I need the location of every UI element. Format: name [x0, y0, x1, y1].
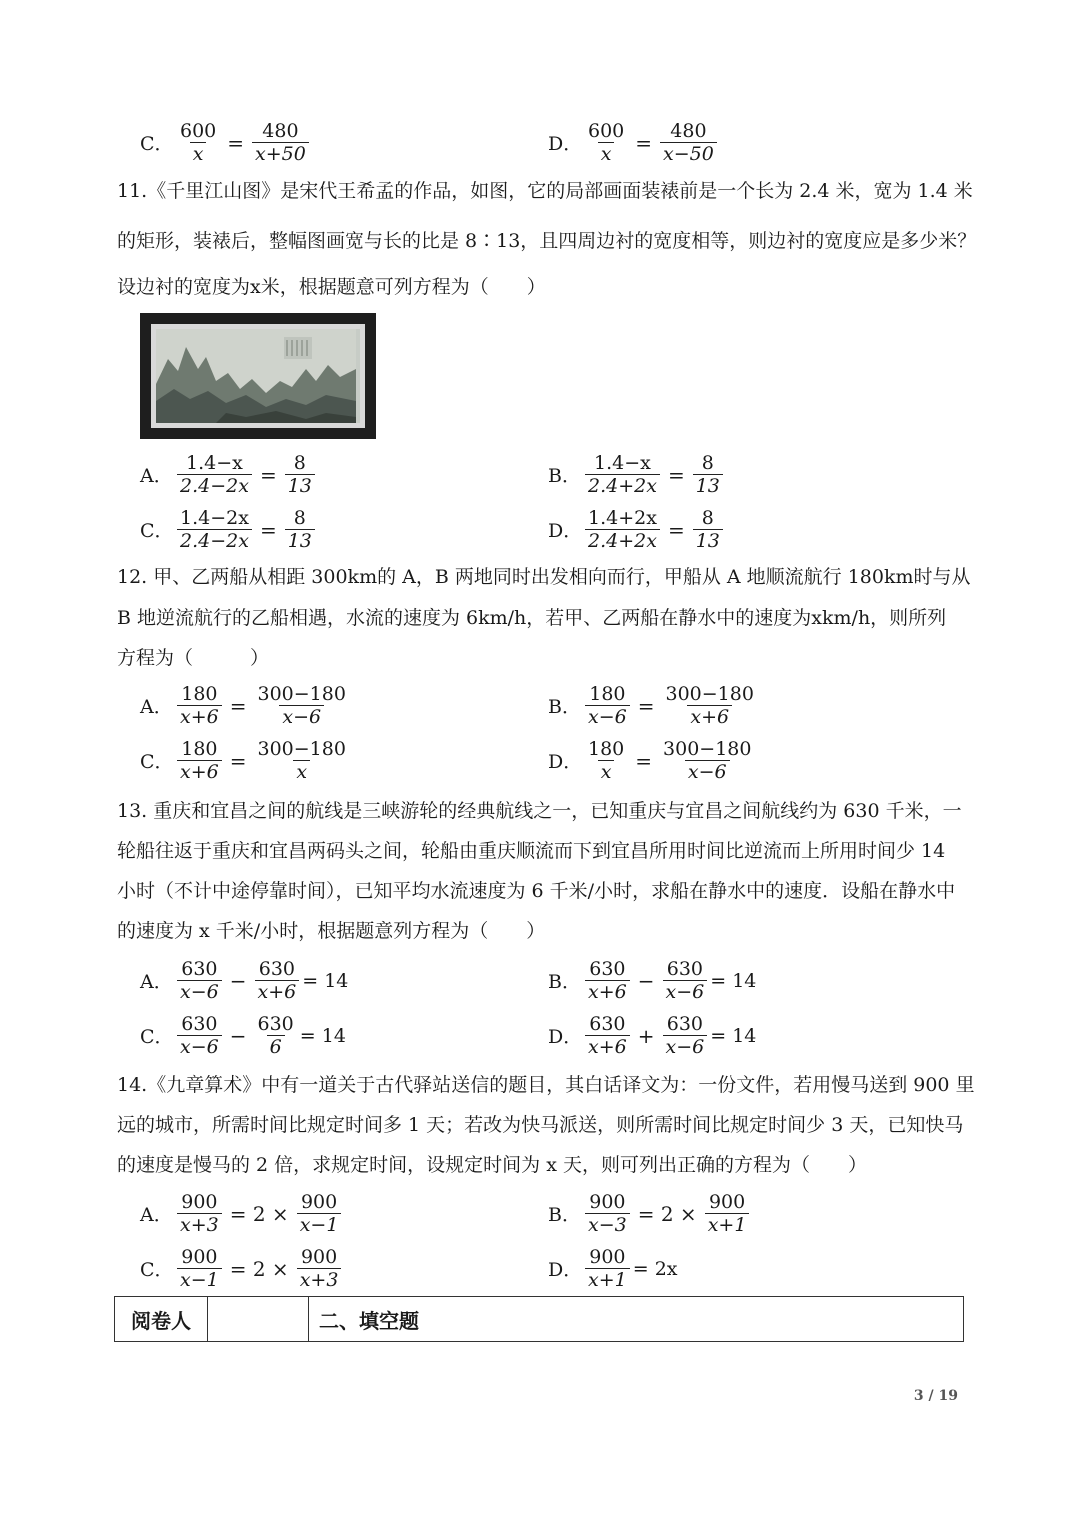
fraction: [705, 1191, 750, 1236]
fraction-numerator: 900: [300, 1191, 338, 1213]
fraction-numerator: 180: [589, 683, 626, 705]
equation: [582, 1246, 678, 1291]
fraction-denominator: 2.4+2x: [585, 474, 660, 497]
fraction: [585, 1246, 630, 1291]
fraction: [585, 507, 660, 552]
section-title: 二、填空题: [319, 1308, 419, 1333]
fraction-denominator: x+3: [177, 1213, 222, 1236]
q14-text-line1: 14.《九章算术》中有一道关于古代驿站送信的题目，其白话译文为：一份文件，若用慢马送到 900 里: [117, 1074, 975, 1096]
option-label: B．: [548, 465, 581, 487]
fraction-denominator: x−6: [663, 1035, 708, 1058]
q12-option: [548, 683, 760, 728]
equation: [582, 958, 756, 1003]
q12-option: [548, 738, 757, 783]
option-label: B．: [548, 971, 581, 993]
equation: [582, 507, 726, 552]
fraction-numerator: 180: [588, 738, 625, 760]
option-label: B．: [548, 696, 581, 718]
fraction: [255, 958, 300, 1003]
equation: [582, 1191, 752, 1236]
right-hand-side: = 14: [710, 1024, 757, 1047]
fraction-denominator: x+3: [297, 1268, 342, 1291]
fraction: [255, 683, 349, 728]
equals-sign: =: [259, 517, 277, 542]
equals-sign: =: [229, 693, 247, 718]
fraction: [585, 738, 627, 783]
operator: = 2 ×: [229, 1201, 289, 1226]
landscape-painting-image: [140, 313, 376, 439]
fraction: [585, 452, 660, 497]
fraction-numerator: 300−180: [257, 683, 346, 705]
fraction-numerator: 300−180: [665, 683, 754, 705]
equation: [582, 452, 726, 497]
fraction: [693, 452, 723, 497]
equation: [174, 1013, 346, 1058]
fraction-denominator: x: [293, 760, 310, 783]
fraction-numerator: 900: [181, 1246, 218, 1268]
fraction-numerator: 630: [181, 958, 218, 980]
fraction: [663, 958, 708, 1003]
operator: −: [229, 1023, 247, 1048]
fraction: [693, 507, 723, 552]
q12-option: [140, 683, 352, 728]
right-hand-side: = 2x: [632, 1257, 678, 1280]
fraction: [663, 1013, 708, 1058]
fraction-numerator: 630: [666, 958, 703, 980]
q12-option: [140, 738, 352, 783]
fraction-numerator: 1.4+2x: [588, 507, 657, 529]
option-label: C．: [140, 1259, 174, 1281]
option-label: D．: [548, 751, 583, 773]
equation: [174, 507, 318, 552]
equals-sign: =: [259, 462, 277, 487]
q11-text-line1: 11.《千里江山图》是宋代王希孟的作品，如图，它的局部画面装裱前是一个长为 2.4 米，宽为 1.4 米: [117, 180, 973, 202]
fraction-denominator: x−6: [177, 980, 222, 1003]
fraction: [177, 507, 252, 552]
fraction-numerator: 630: [666, 1013, 703, 1035]
equation: [582, 683, 760, 728]
operator: +: [637, 1023, 655, 1048]
q11-option: [140, 507, 318, 552]
option-label: A．: [140, 1204, 173, 1226]
fraction-denominator: 6: [267, 1035, 285, 1058]
operator: −: [229, 968, 247, 993]
q12-text-line3: 方程为（ ）: [117, 647, 270, 669]
fraction: [255, 1013, 297, 1058]
fraction-denominator: x: [598, 760, 615, 783]
q11-text-line3: 设边衬的宽度为x米，根据题意可列方程为（ ）: [117, 276, 546, 298]
fraction-denominator: x−6: [585, 705, 630, 728]
equals-sign: =: [637, 693, 655, 718]
fraction: [177, 1191, 222, 1236]
fraction: [177, 958, 222, 1003]
equals-sign: =: [667, 517, 685, 542]
q14-option: [548, 1246, 678, 1291]
fraction-denominator: x+6: [687, 705, 732, 728]
fraction-denominator: 13: [285, 529, 315, 552]
operator: = 2 ×: [637, 1201, 697, 1226]
fraction-denominator: x−6: [177, 1035, 222, 1058]
equation: [582, 1013, 756, 1058]
equation: [174, 1246, 344, 1291]
fraction: [660, 738, 754, 783]
score-cell: [208, 1297, 309, 1341]
option-label: B．: [548, 1204, 581, 1226]
fraction: [177, 1246, 222, 1291]
fraction: [177, 452, 252, 497]
q10-option-d: D． $\frac{600}{x}$ = $\frac{480}{x-50}$: [548, 120, 720, 165]
fraction: [177, 738, 222, 783]
option-label: A．: [140, 971, 173, 993]
option-label: D．: [548, 520, 583, 542]
fraction-numerator: 1.4−x: [594, 452, 651, 474]
q11-text-line2: 的矩形，装裱后，整幅图画宽与长的比是 8∶13，且四周边衬的宽度相等，则边衬的宽度应是多少米？: [117, 230, 977, 252]
option-label: A．: [140, 696, 173, 718]
right-hand-side: = 14: [710, 969, 757, 992]
q14-text-line3: 的速度是慢马的 2 倍，求规定时间，设规定时间为 x 天，则可列出正确的方程为（ ）: [117, 1154, 867, 1176]
fraction: [585, 683, 630, 728]
fraction-numerator: 630: [589, 1013, 626, 1035]
fraction-denominator: x−6: [685, 760, 730, 783]
fraction: [585, 1191, 630, 1236]
fraction-numerator: 8: [701, 507, 714, 529]
equation: [174, 1191, 344, 1236]
fraction-denominator: x−3: [585, 1213, 630, 1236]
fraction-numerator: 900: [708, 1191, 746, 1213]
fraction-denominator: x+1: [585, 1268, 630, 1291]
equation: [174, 738, 352, 783]
fraction-denominator: 2.4+2x: [585, 529, 660, 552]
operator: = 2 ×: [229, 1256, 289, 1281]
fraction: [297, 1246, 342, 1291]
fraction-numerator: 300−180: [663, 738, 752, 760]
fraction-numerator: 8: [293, 452, 306, 474]
right-hand-side: = 14: [299, 1024, 346, 1047]
option-label: C．: [140, 751, 174, 773]
fraction-denominator: x+6: [177, 705, 222, 728]
right-hand-side: = 14: [302, 969, 349, 992]
q11-option: [548, 507, 726, 552]
fraction: [585, 1013, 630, 1058]
q13-option: [548, 1013, 756, 1058]
fraction: [255, 738, 349, 783]
option-label: D．: [548, 133, 583, 155]
fraction-numerator: 180: [181, 738, 218, 760]
fraction-numerator: 630: [589, 958, 626, 980]
fraction-denominator: 13: [285, 474, 315, 497]
option-label: D．: [548, 1259, 583, 1281]
fraction-numerator: 900: [300, 1246, 338, 1268]
fraction: [285, 452, 315, 497]
option-label: C．: [140, 1026, 174, 1048]
fraction-numerator: 1.4−x: [186, 452, 243, 474]
fraction-numerator: 180: [181, 683, 218, 705]
q13-text-line4: 的速度为 x 千米/小时，根据题意列方程为（ ）: [117, 920, 546, 942]
fraction-denominator: 13: [693, 474, 723, 497]
q13-option: [140, 1013, 346, 1058]
fraction: [177, 1013, 222, 1058]
fraction-denominator: x+6: [177, 760, 222, 783]
equals-sign: =: [667, 462, 685, 487]
q13-text-line3: 小时（不计中途停靠时间），已知平均水流速度为 6 千米/小时，求船在静水中的速度．设船在静水中: [117, 880, 956, 902]
fraction: [285, 507, 315, 552]
fraction: [177, 683, 222, 728]
operator: −: [637, 968, 655, 993]
fraction-denominator: x−1: [177, 1268, 222, 1291]
fraction-numerator: 300−180: [257, 738, 346, 760]
fraction-numerator: 630: [258, 958, 295, 980]
fraction-numerator: 1.4−2x: [180, 507, 249, 529]
fraction-numerator: 900: [181, 1191, 218, 1213]
grading-table: [114, 1296, 964, 1342]
q14-option: [140, 1246, 344, 1291]
option-label: C．: [140, 133, 174, 155]
equation: [174, 452, 318, 497]
q13-text-line1: 13. 重庆和宜昌之间的航线是三峡游轮的经典航线之一，已知重庆与宜昌之间航线约为 630 千米，一: [117, 800, 962, 822]
equation: [174, 683, 352, 728]
reviewer-cell: 阅卷人: [115, 1297, 208, 1341]
option-label: C．: [140, 520, 174, 542]
q13-option: [140, 958, 348, 1003]
fraction-denominator: 2.4−2x: [177, 529, 252, 552]
fraction: [663, 683, 757, 728]
fraction-denominator: 13: [693, 529, 723, 552]
fraction-numerator: 8: [701, 452, 714, 474]
fraction-numerator: 630: [181, 1013, 218, 1035]
fraction-denominator: x+6: [255, 980, 300, 1003]
fraction-denominator: x−6: [663, 980, 708, 1003]
q13-text-line2: 轮船往返于重庆和宜昌两码头之间，轮船由重庆顺流而下到宜昌所用时间比逆流而上所用时间少 14: [117, 840, 946, 862]
q11-option: [548, 452, 726, 497]
fraction-numerator: 8: [293, 507, 306, 529]
fraction-denominator: 2.4−2x: [177, 474, 252, 497]
fraction-denominator: x−6: [279, 705, 324, 728]
q12-text-line2: B 地逆流航行的乙船相遇，水流的速度为 6km/h，若甲、乙两船在静水中的速度为xkm/h，则所列: [117, 607, 947, 629]
fraction-denominator: x−1: [297, 1213, 342, 1236]
fraction-numerator: 630: [257, 1013, 294, 1035]
fraction-denominator: x+6: [585, 980, 630, 1003]
option-label: D．: [548, 1026, 583, 1048]
fraction-denominator: x+1: [705, 1213, 750, 1236]
equation: [174, 958, 348, 1003]
option-label: A．: [140, 465, 173, 487]
fraction-numerator: 900: [589, 1246, 626, 1268]
q14-option: [548, 1191, 752, 1236]
q14-text-line2: 远的城市，所需时间比规定时间多 1 天；若改为快马派送，则所需时间比规定时间少 3 天，已知快马: [117, 1114, 964, 1136]
equation: [582, 738, 757, 783]
fraction-numerator: 900: [589, 1191, 626, 1213]
fraction: [585, 958, 630, 1003]
q10-option-c: C． $\frac{600}{x}$ = $\frac{480}{x+50}$: [140, 120, 312, 165]
equals-sign: =: [229, 748, 247, 773]
q12-text-line1: 12. 甲、乙两船从相距 300km的 A，B 两地同时出发相向而行，甲船从 A 地顺流航行 180km时与从: [117, 566, 971, 588]
q13-option: [548, 958, 756, 1003]
q11-option: [140, 452, 318, 497]
fraction-denominator: x+6: [585, 1035, 630, 1058]
page-number: 3 / 19: [913, 1388, 958, 1404]
fraction: [297, 1191, 342, 1236]
equals-sign: =: [635, 748, 653, 773]
q14-option: [140, 1191, 344, 1236]
